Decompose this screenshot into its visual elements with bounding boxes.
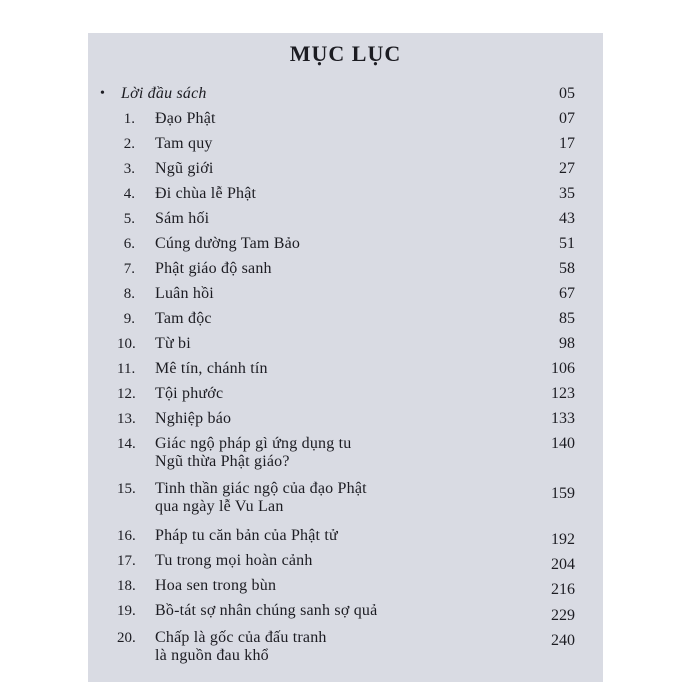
toc-entry-title: Tu trong mọi hoàn cảnh xyxy=(155,552,313,569)
toc-page-number: 159 xyxy=(551,485,575,502)
toc-page-number: 51 xyxy=(559,235,575,252)
toc-entry-number: 1. xyxy=(123,111,135,127)
toc-entry-title: Sám hối xyxy=(155,210,210,227)
toc-entry-number: 2. xyxy=(123,136,135,152)
toc-entry-title: Phật giáo độ sanh xyxy=(155,260,272,277)
toc-entry-title: Tinh thần giác ngộ của đạo Phật qua ngày lễ Vu Lan xyxy=(155,480,367,515)
toc-page-number: 106 xyxy=(551,360,575,377)
toc-entry-number: 6. xyxy=(123,236,135,252)
toc-entry-number: 8. xyxy=(123,286,135,302)
toc-entry-title: Tam độc xyxy=(155,310,212,327)
toc-entry-title: Tam quy xyxy=(155,135,213,152)
toc-entry-number: 14. xyxy=(117,436,136,452)
toc-entry-title: Mê tín, chánh tín xyxy=(155,360,268,377)
toc-entry-title: Tội phước xyxy=(155,385,224,402)
toc-entry-number: 9. xyxy=(123,311,135,327)
toc-entry-title: Nghiệp báo xyxy=(155,410,232,427)
table-of-contents xyxy=(88,33,603,682)
toc-page-number: 85 xyxy=(559,310,575,327)
toc-entry-number: 19. xyxy=(117,603,136,619)
toc-entry-number: 12. xyxy=(117,386,136,402)
toc-page-number: 35 xyxy=(559,185,575,202)
toc-entry-title: Giác ngộ pháp gì ứng dụng tu Ngũ thừa Phật giáo? xyxy=(155,435,352,470)
toc-entry-number: 7. xyxy=(123,261,135,277)
toc-page-number: 05 xyxy=(559,85,575,102)
toc-entry-title: Pháp tu căn bản của Phật tử xyxy=(155,527,338,544)
toc-page-number: 240 xyxy=(551,632,575,649)
toc-entry-title: Đi chùa lễ Phật xyxy=(155,185,257,202)
toc-entry-number: 5. xyxy=(123,211,135,227)
toc-entry-title: Đạo Phật xyxy=(155,110,216,127)
toc-entry-title: Chấp là gốc của đấu tranh là nguồn đau khổ xyxy=(155,629,327,664)
toc-entry-number: 18. xyxy=(117,578,136,594)
book-page xyxy=(88,33,603,682)
page-title: MỤC LỤC xyxy=(289,41,402,66)
toc-entry-title: Từ bi xyxy=(155,335,191,352)
toc-entry-title: Luân hồi xyxy=(155,285,214,302)
toc-page-number: 133 xyxy=(551,410,575,427)
toc-page-number: 140 xyxy=(551,435,575,452)
toc-entry-number: 11. xyxy=(117,361,136,377)
toc-page-number: 123 xyxy=(551,385,575,402)
toc-page-number: 58 xyxy=(559,260,575,277)
toc-page-number: 27 xyxy=(559,160,575,177)
toc-entry-number: 17. xyxy=(117,553,136,569)
toc-entry-title: Ngũ giới xyxy=(155,160,214,177)
toc-page-number: 98 xyxy=(559,335,575,352)
toc-entry-title: Bồ-tát sợ nhân chúng sanh sợ quả xyxy=(155,602,378,619)
toc-entry-number: 13. xyxy=(117,411,136,427)
toc-entry-number: 10. xyxy=(117,336,136,352)
toc-page-number: 229 xyxy=(551,607,575,624)
toc-entry-number: 20. xyxy=(117,630,136,646)
toc-entry-title: Hoa sen trong bùn xyxy=(155,577,277,594)
toc-entry-title: Cúng dường Tam Bảo xyxy=(155,235,301,252)
toc-page-number: 67 xyxy=(559,285,575,302)
toc-entry-number: 16. xyxy=(117,528,136,544)
toc-page-number: 07 xyxy=(559,110,575,127)
toc-entry-number: 15. xyxy=(117,481,136,497)
toc-entry-number: 4. xyxy=(123,186,135,202)
toc-entry-title: Lời đầu sách xyxy=(121,85,207,102)
toc-page-number: 43 xyxy=(559,210,575,227)
bullet-icon: • xyxy=(100,86,105,101)
toc-page-number: 17 xyxy=(559,135,575,152)
toc-page-number: 216 xyxy=(551,581,575,598)
toc-entry-number: 3. xyxy=(123,161,135,177)
toc-page-number: 204 xyxy=(551,556,575,573)
toc-page-number: 192 xyxy=(551,531,575,548)
